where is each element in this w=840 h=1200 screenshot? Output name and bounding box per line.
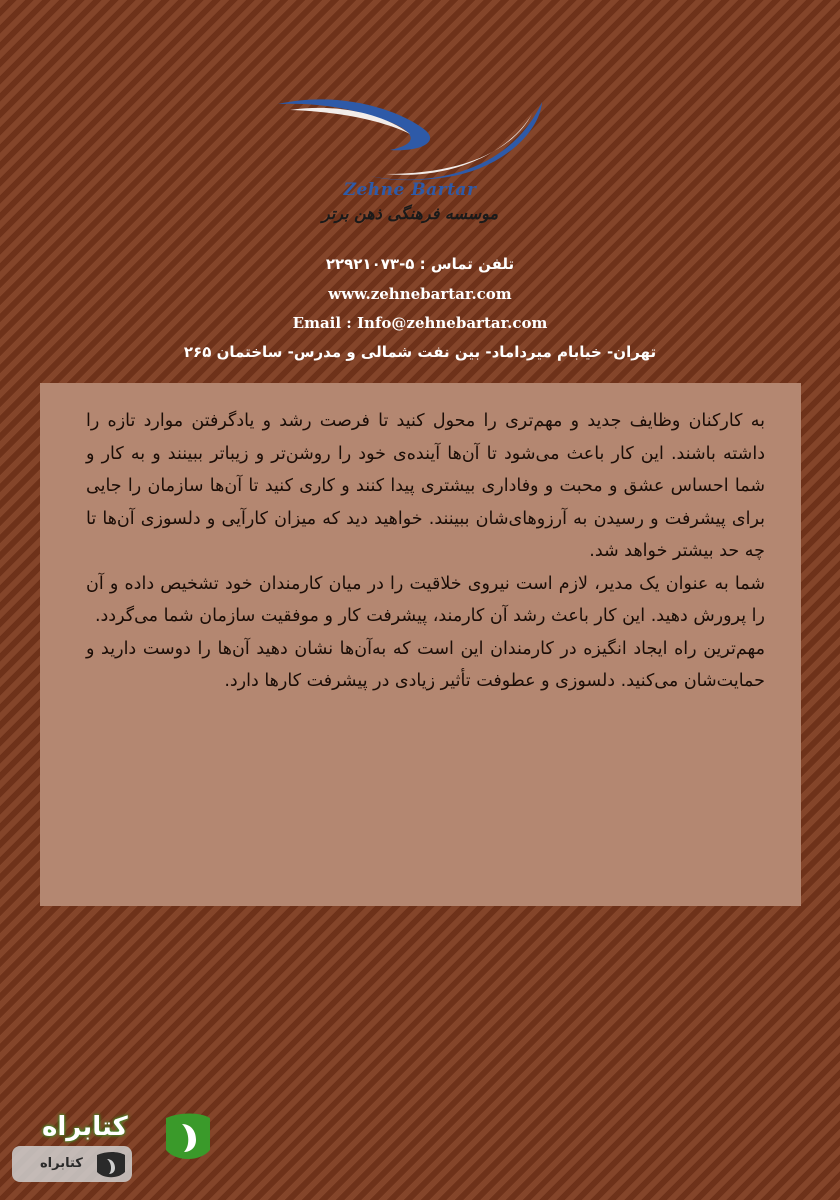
publisher-logo xyxy=(250,92,570,242)
contact-phone: تلفن تماس : ۵-۲۲۹۲۱۰۷۳ xyxy=(325,255,515,273)
body-paragraph-2: شما به عنوان یک مدیر، لازم است نیروی خلاقیت را در میان کارمندان خود تشخیص داده و آن را پرورش دهید. این کار باعث رشد آن کارمند، پیشرفت کار و موفقیت سازمان شما می‌گردد. xyxy=(86,573,765,626)
ketabrah-brand xyxy=(12,1108,222,1188)
body-paragraph-3: مهم‌ترین راه ایجاد انگیزه در کارمندان این است که به‌آن‌ها نشان دهید آن‌ها را دوست دارید و حمایت‌شان می‌کنید. دلسوزی و عطوفت تأثیر زیادی در پیشرفت کارها دارد. xyxy=(86,638,765,691)
brand-sub-text: کتابراه xyxy=(40,1156,83,1171)
logo-latin-text: Zehne Bartar xyxy=(343,180,477,200)
ketabrah-logo-icon xyxy=(160,1110,216,1166)
body-text-box xyxy=(40,383,801,906)
body-paragraph-1: به کارکنان وظایف جدید و مهم‌تری را محول کنید تا فرصت رشد و یادگرفتن موارد تازه را داشته باشند. این کار باعث می‌شود تا آن‌ها آینده‌ی خود را روشن‌تر و زیباتر ببینند و به کار و شما احساس عشق و محبت و وفاداری بیشتری پیدا کنند و کاری کنید تا آن‌ها سازمان را جایی برای پیشرفت و رسیدن به آرزوهای‌شان ببینند. خواهید دید که میزان کارآیی و دلسوزی آن‌ها تا چه حد بیشتر خواهد شد. xyxy=(86,411,765,561)
logo-swoosh-icon xyxy=(250,92,570,192)
contact-website[interactable]: www.zehnebartar.com xyxy=(328,285,512,303)
brand-main-text: کتابراه xyxy=(42,1112,128,1142)
logo-persian-text: موسسه فرهنگی ذهن برتر xyxy=(321,204,499,223)
ketabrah-small-logo-icon xyxy=(94,1150,128,1180)
contact-address: تهران- خیابام میرداماد- بین نفت شمالی و مدرس- ساختمان ۲۶۵ xyxy=(183,343,657,361)
contact-email[interactable]: Email : Info@zehnebartar.com xyxy=(292,314,548,332)
